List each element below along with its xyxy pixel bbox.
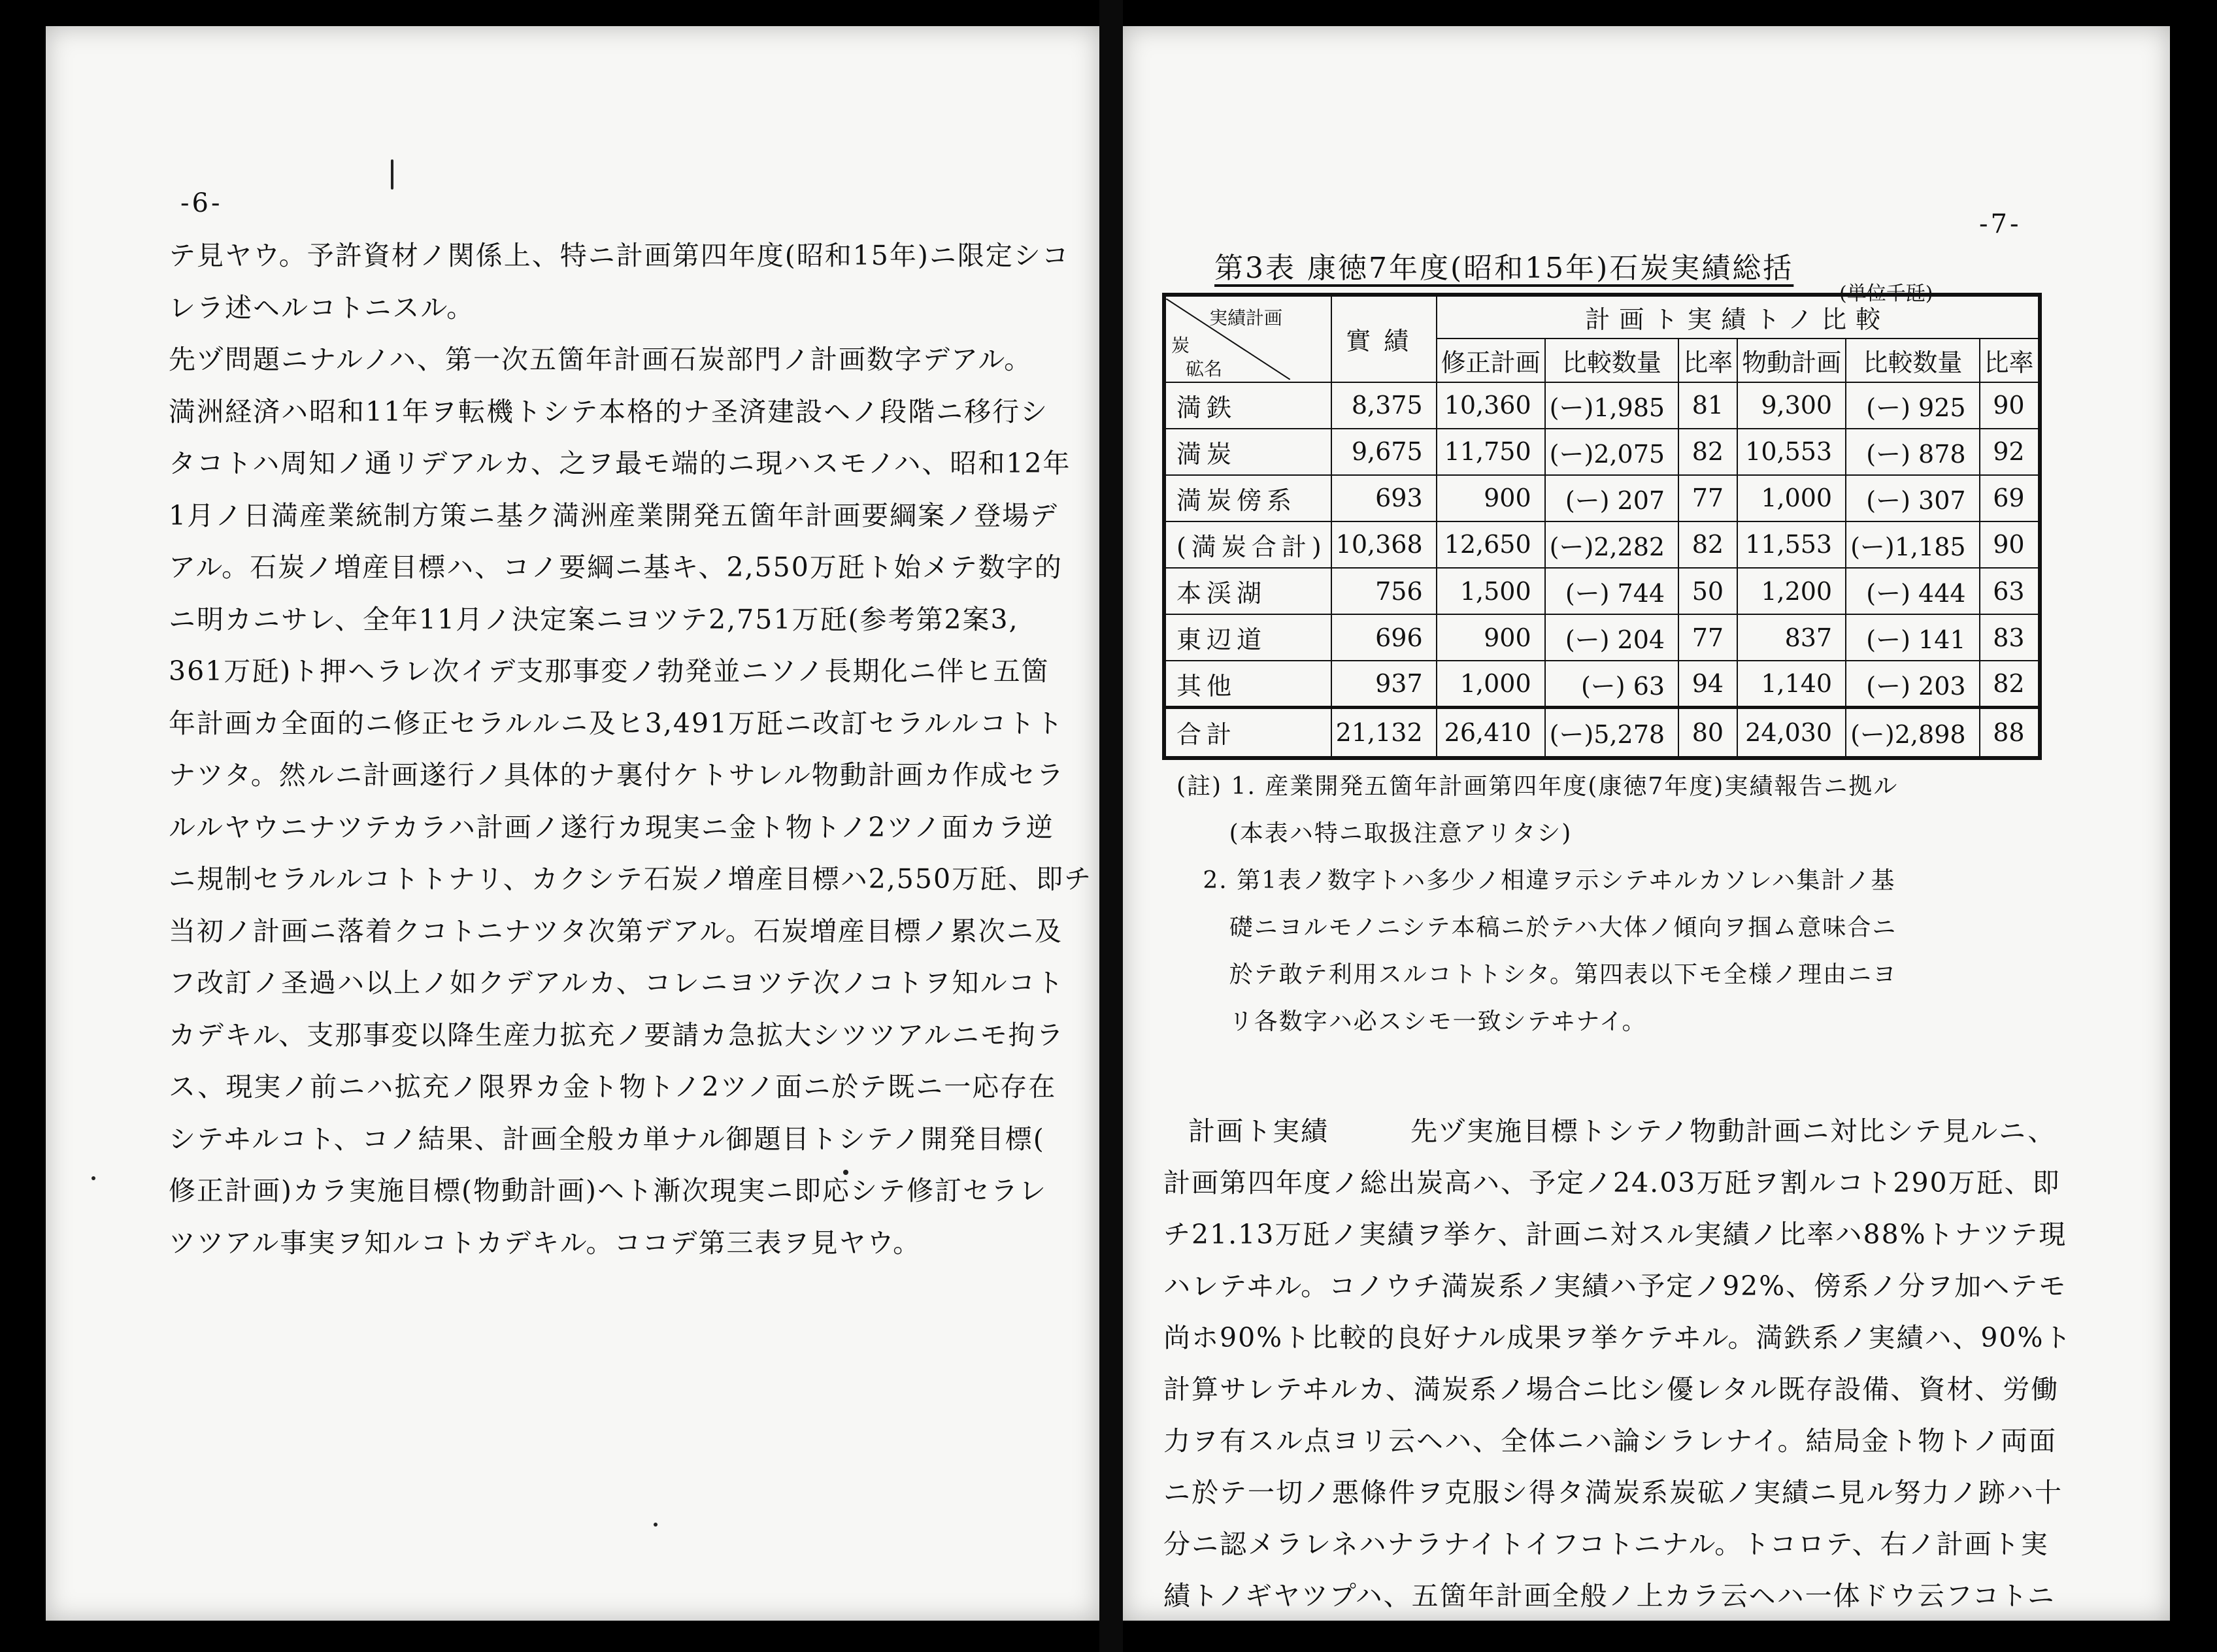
table-cell: 1,200: [1737, 568, 1846, 614]
table-notes: [1176, 763, 1898, 1046]
table-cell: 10,553: [1737, 429, 1846, 475]
table-corner-header: [1164, 295, 1331, 382]
table-cell: 937: [1331, 661, 1437, 707]
body-text-line: シテヰルコト、コノ結果、計画全般カ単ナル御題目トシテノ開発目標(: [169, 1123, 1045, 1155]
table-cell: (ー) 444: [1846, 568, 1979, 614]
table-cell: 11,553: [1737, 521, 1846, 568]
table-cell: 24,030: [1737, 707, 1846, 758]
table-cell: 80: [1678, 707, 1737, 758]
body-text-line: カデキル、支那事変以降生産力拡充ノ要請カ急拡大シツツアルニモ拘ラ: [169, 1019, 1065, 1051]
body-text-line: ツツアル事実ヲ知ルコトカデキル。ココデ第三表ヲ見ヤウ。: [169, 1227, 922, 1259]
table-cell: 92: [1980, 429, 2040, 475]
table-cell: (ー) 744: [1545, 568, 1678, 614]
scan-speck: [654, 1523, 658, 1527]
table-cell: (ー) 878: [1846, 429, 1979, 475]
table-cell: 1,000: [1737, 475, 1846, 521]
row-name: 満鉄: [1164, 382, 1331, 429]
column-header: 比較数量: [1545, 339, 1678, 382]
table-cell: 9,675: [1331, 429, 1437, 475]
coal-results-table: [1162, 293, 2042, 760]
table-cell: 77: [1678, 614, 1737, 661]
table-row: [1164, 614, 2040, 661]
table-cell: 11,750: [1437, 429, 1545, 475]
section-text-line: 尚ホ90%ト比較的良好ナル成果ヲ挙ケテヰル。満鉄系ノ実績ハ、90%ト: [1163, 1322, 2073, 1353]
table-cell: (ー) 203: [1846, 661, 1979, 707]
table-cell: 693: [1331, 475, 1437, 521]
table-cell: (ー) 925: [1846, 382, 1979, 429]
page-number-left: -6-: [180, 188, 223, 218]
body-text-line: 先ヅ問題ニナルノハ、第一次五箇年計画石炭部門ノ計画数字デアル。: [169, 344, 1033, 375]
table-cell: (ー)1,185: [1846, 521, 1979, 568]
table-cell: 8,375: [1331, 382, 1437, 429]
section-text-line: ハレテヰル。コノウチ満炭系ノ実績ハ予定ノ92%、傍系ノ分ヲ加ヘテモ: [1163, 1270, 2067, 1302]
table-cell: (ー)2,898: [1846, 707, 1979, 758]
table-cell: 10,360: [1437, 382, 1545, 429]
body-text-line: ニ明カニサレ、全年11月ノ決定案ニヨツテ2,751万瓩(参考第2案3,: [169, 603, 1019, 635]
table-cell: 63: [1980, 568, 2040, 614]
body-text-line: タコトハ周知ノ通リデアルカ、之ヲ最モ端的ニ現ハスモノハ、昭和12年: [169, 448, 1071, 479]
scan-speck: [92, 1176, 95, 1180]
table-cell: (ー) 207: [1545, 475, 1678, 521]
table-row: [1164, 429, 2040, 475]
table-unit: (単位千瓩): [1839, 282, 1933, 305]
table-cell: 82: [1980, 661, 2040, 707]
book-spine: [1099, 0, 1123, 1652]
section-text-line: 先ヅ実施目標トシテノ物動計画ニ対比シテ見ルニ、: [1410, 1115, 2056, 1147]
row-name: (満炭合計): [1164, 521, 1331, 568]
row-name: 東辺道: [1164, 614, 1331, 661]
table-row: [1164, 382, 2040, 429]
table-cell: 21,132: [1331, 707, 1437, 758]
table-cell: 756: [1331, 568, 1437, 614]
table-cell: 1,140: [1737, 661, 1846, 707]
note-line: (註) 1. 産業開発五箇年計画第四年度(康徳7年度)実績報告ニ拠ル: [1176, 773, 1899, 800]
table-cell: (ー)2,075: [1545, 429, 1678, 475]
column-header: 修正計画: [1437, 339, 1545, 382]
table-row: [1164, 661, 2040, 707]
note-line: リ各数字ハ必スシモ一致シテヰナイ。: [1176, 1008, 1647, 1035]
body-text-line: 満洲経済ハ昭和11年ヲ転機トシテ本格的ナ圣済建設ヘノ段階ニ移行シ: [169, 395, 1049, 427]
body-text-line: 1月ノ日満産業統制方策ニ基ク満洲産業開発五箇年計画要綱案ノ登場デ: [169, 499, 1059, 531]
row-name: 本渓湖: [1164, 568, 1331, 614]
note-line: (本表ハ特ニ取扱注意アリタシ): [1176, 820, 1573, 847]
column-header: 比率: [1980, 339, 2040, 382]
table-cell: 82: [1678, 521, 1737, 568]
row-name: 其他: [1164, 661, 1331, 707]
page-number-right: -7-: [1979, 209, 2022, 239]
table-cell: 1,000: [1437, 661, 1545, 707]
section-plan-vs-actual: [1163, 1106, 2072, 1622]
row-name: 満炭: [1164, 429, 1331, 475]
section-heading: 計画ト実績: [1188, 1115, 1329, 1147]
table-cell: 12,650: [1437, 521, 1545, 568]
section-text-line: 力ヲ有スル点ヨリ云ヘハ、全体ニハ論シラレナイ。結局金ト物トノ両面: [1163, 1425, 2057, 1457]
header-plan-vs-actual: 計画ト実績トノ比較: [1437, 295, 2040, 339]
section-text-line: 計算サレテヰルカ、満炭系ノ場合ニ比シ優レタル既存設備、資材、労働: [1163, 1374, 2059, 1405]
table-cell: 837: [1737, 614, 1846, 661]
table-cell: 69: [1980, 475, 2040, 521]
column-header: 比率: [1678, 339, 1737, 382]
table-cell: 50: [1678, 568, 1737, 614]
note-line: 於テ敢テ利用スルコトトシタ。第四表以下モ全様ノ理由ニヨ: [1176, 961, 1898, 988]
table-cell: (ー)2,282: [1545, 521, 1678, 568]
table-cell: 900: [1437, 475, 1545, 521]
body-text-line: フ改訂ノ圣過ハ以上ノ如クデアルカ、コレニヨツテ次ノコトヲ知ルコト: [169, 967, 1065, 999]
table-cell: 10,368: [1331, 521, 1437, 568]
body-text-line: 当初ノ計画ニ落着クコトニナツタ次第デアル。石炭増産目標ノ累次ニ及: [169, 915, 1063, 947]
body-text-line: 年計画カ全面的ニ修正セラルルニ及ヒ3,491万瓩ニ改訂セラルルコトト: [169, 707, 1064, 739]
body-text-line: ス、現実ノ前ニハ拡充ノ限界カ金ト物トノ2ツノ面ニ於テ既ニ一応存在: [169, 1071, 1057, 1102]
body-text-line: ナツタ。然ルニ計画遂行ノ具体的ナ裏付ケトサレル物動計画カ作成セラ: [169, 759, 1065, 791]
table-cell: (ー) 307: [1846, 475, 1979, 521]
corner-top-label: 実績計画: [1209, 306, 1283, 329]
table-cell: 88: [1980, 707, 2040, 758]
section-text-line: 分ニ認メラレネハナラナイトイフコトニナル。トコロテ、右ノ計画ト実: [1163, 1528, 2049, 1560]
table-row: [1164, 475, 2040, 521]
note-line: 2. 第1表ノ数字トハ多少ノ相違ヲ示シテヰルカソレハ集計ノ基: [1176, 867, 1896, 894]
table-title: 第3表 康徳7年度(昭和15年)石炭実績総括: [1214, 252, 1794, 285]
table-cell: 900: [1437, 614, 1545, 661]
table-cell: 90: [1980, 521, 2040, 568]
table-cell: 696: [1331, 614, 1437, 661]
section-text-line: ニ於テ一切ノ悪條件ヲ克服シ得タ満炭系炭砿ノ実績ニ見ル努力ノ跡ハ十: [1163, 1477, 2063, 1508]
table-row: [1164, 521, 2040, 568]
scan-speck: [391, 159, 393, 190]
table-cell: (ー) 141: [1846, 614, 1979, 661]
table-cell: 77: [1678, 475, 1737, 521]
body-text-line: ルルヤウニナツテカラハ計画ノ遂行カ現実ニ金ト物トノ2ツノ面カラ逆: [169, 811, 1054, 843]
column-header: 比較数量: [1846, 339, 1979, 382]
section-text-line: チ21.13万瓩ノ実績ヲ挙ケ、計画ニ対スル実績ノ比率ハ88%トナツテ現: [1163, 1219, 2067, 1250]
table-cell: 90: [1980, 382, 2040, 429]
table-cell: 83: [1980, 614, 2040, 661]
body-text-line: 361万瓩)ト押ヘラレ次イデ支那事変ノ勃発並ニソノ長期化ニ伴ヒ五箇: [169, 655, 1050, 687]
body-text-line: テ見ヤウ。予許資材ノ関係上、特ニ計画第四年度(昭和15年)ニ限定シコ: [169, 240, 1070, 271]
corner-bottom-label: 砿名: [1186, 357, 1223, 380]
note-line: 礎ニヨルモノニシテ本稿ニ於テハ大体ノ傾向ヲ掴ム意味合ニ: [1176, 914, 1897, 941]
column-header: 物動計画: [1737, 339, 1846, 382]
section-text-line: 績トノギヤツプハ、五箇年計画全般ノ上カラ云ヘハ一体ドウ云フコトニ: [1163, 1580, 2056, 1611]
table-cell: 94: [1678, 661, 1737, 707]
table-cell: 1,500: [1437, 568, 1545, 614]
header-actual: 實績: [1331, 295, 1437, 382]
body-text-line: レラ述ヘルコトニスル。: [169, 291, 475, 323]
table-cell: 82: [1678, 429, 1737, 475]
table-total-row: [1164, 707, 2040, 758]
body-text-line: アル。石炭ノ増産目標ハ、コノ要綱ニ基キ、2,550万瓩ト始メテ数字的: [169, 552, 1063, 583]
table-cell: (ー)5,278: [1545, 707, 1678, 758]
corner-left-label: 炭: [1171, 334, 1190, 356]
table-cell: (ー)1,985: [1545, 382, 1678, 429]
table-cell: (ー) 204: [1545, 614, 1678, 661]
body-text-line: ニ規制セラルルコトトナリ、カクシテ石炭ノ増産目標ハ2,550万瓩、即チ: [169, 863, 1093, 895]
left-body-text: [169, 230, 1093, 1269]
table-cell: 26,410: [1437, 707, 1545, 758]
table-cell: (ー) 63: [1545, 661, 1678, 707]
body-text-line: 修正計画)カラ実施目標(物動計画)ヘト漸次現実ニ即応シテ修訂セラレ: [169, 1175, 1047, 1206]
section-text-line: 計画第四年度ノ総出炭高ハ、予定ノ24.03万瓩ヲ割ルコト290万瓩、即: [1163, 1167, 2061, 1198]
table-row: [1164, 568, 2040, 614]
table-cell: 9,300: [1737, 382, 1846, 429]
table-cell: 81: [1678, 382, 1737, 429]
row-name: 満炭傍系: [1164, 475, 1331, 521]
row-name: 合計: [1164, 707, 1331, 758]
